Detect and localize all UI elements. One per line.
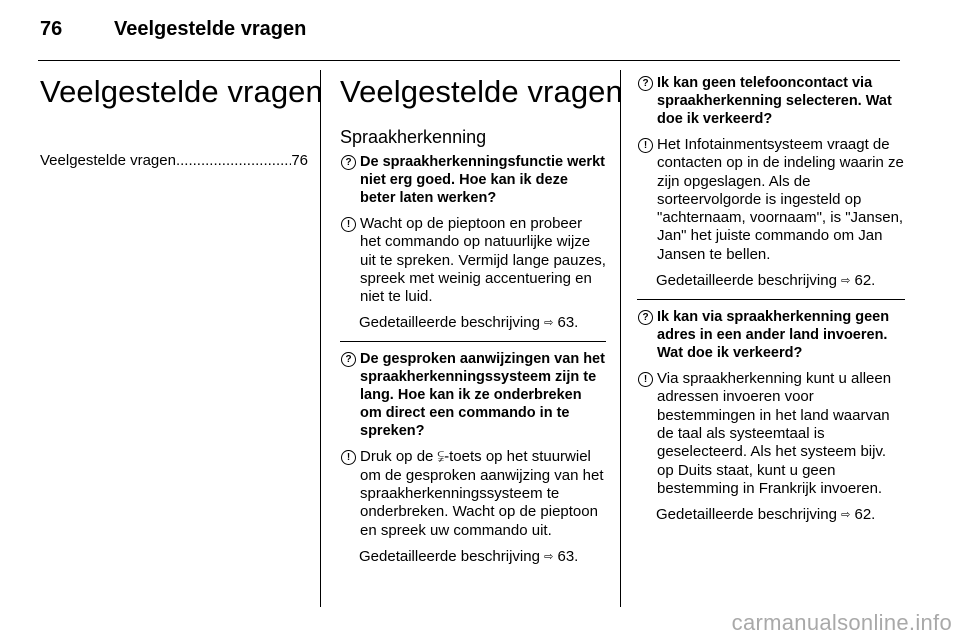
toc-leader-dots	[176, 152, 291, 170]
toc-entry-page: 76	[291, 152, 308, 169]
toc-column	[40, 74, 323, 170]
reference-page: 63.	[557, 314, 579, 332]
answer-text: Het Infotainmentsysteem vraagt de contacten op in de indeling waarin ze zijn opgeslagen. Als de sorteervolgorde is ingesteld op "achternaam, voornaam", is "Jansen, Jan" het juiste commando om Jan Jansen te bellen.	[657, 136, 904, 263]
answer-block	[340, 448, 606, 539]
reference-label: Gedetailleerde beschrijving	[359, 314, 540, 332]
question-block	[637, 308, 905, 362]
running-header: Veelgestelde vragen	[114, 18, 307, 40]
question-block	[637, 74, 905, 128]
reference-line[interactable]	[656, 272, 905, 290]
exclamation-circle-icon: !	[341, 217, 356, 232]
exclamation-circle-icon: !	[638, 138, 653, 153]
answer-text: Wacht op de pieptoon en probeer het commando op natuurlijke wijze uit te spreken. Vermijd lange pauzes, spreek met weinig accentuering en niet te luid.	[360, 215, 606, 306]
exclamation-circle-icon: !	[341, 450, 356, 465]
content-column-1	[340, 74, 623, 575]
answer-text: Via spraakherkenning kunt u alleen adressen invoeren voor bestemmingen in het land waarvan de taal als systeemtaal is geselecteerd. Als het systeem bijv. op Duits staat, kunt u geen bestemming in Frankrijk invoeren.	[657, 370, 892, 497]
header-rule	[38, 60, 900, 61]
question-block	[340, 153, 606, 207]
question-text: De spraakherkenningsfunctie werkt niet erg goed. Hoe kan ik deze beter laten werken?	[360, 154, 605, 206]
reference-page: 62.	[854, 506, 876, 524]
question-circle-icon: ?	[341, 352, 356, 367]
question-circle-icon: ?	[638, 76, 653, 91]
question-text: Ik kan via spraakherkenning geen adres in een ander land invoeren. Wat doe ik verkeerd?	[657, 309, 890, 362]
qa-separator	[340, 341, 606, 342]
reference-line[interactable]	[359, 314, 606, 332]
watermark: carmanualsonline.info	[731, 610, 952, 635]
reference-line[interactable]	[656, 506, 905, 524]
exclamation-circle-icon: !	[638, 372, 653, 387]
question-block	[340, 350, 606, 440]
answer-block	[637, 370, 905, 498]
question-text: De gesproken aanwijzingen van het spraakherkenningssysteem zijn te lang. Hoe kan ik ze onderbreken om direct een commando in te spreken?	[360, 351, 605, 440]
answer-text: Druk op de ⫋-toets op het stuurwiel om de gesproken aanwijzing van het spraakherkenningssysteem te onderbreken. Wacht op de pieptoon en spreek uw commando uit.	[360, 448, 604, 539]
toc-entry-label: Veelgestelde vragen	[40, 152, 176, 169]
reference-arrow-icon: ⇨	[841, 275, 851, 288]
answer-block	[340, 215, 606, 306]
reference-arrow-icon: ⇨	[544, 550, 554, 563]
subheading: Spraakherkenning	[340, 127, 487, 147]
reference-arrow-icon: ⇨	[841, 509, 851, 522]
answer-block	[637, 136, 905, 264]
content-column-2	[637, 74, 905, 533]
question-circle-icon: ?	[638, 310, 653, 325]
question-circle-icon: ?	[341, 155, 356, 170]
reference-line[interactable]	[359, 548, 606, 566]
question-text: Ik kan geen telefooncontact via spraakherkenning selecteren. Wat doe ik verkeerd?	[657, 75, 892, 127]
column-divider	[620, 70, 621, 607]
reference-arrow-icon: ⇨	[544, 317, 554, 330]
reference-label: Gedetailleerde beschrijving	[359, 547, 540, 565]
chapter-title: Veelgestelde vragen	[40, 74, 323, 109]
section-title: Veelgestelde vragen	[340, 74, 623, 109]
toc-entry[interactable]	[40, 152, 308, 170]
reference-page: 63.	[557, 547, 579, 565]
qa-separator	[637, 299, 905, 300]
reference-label: Gedetailleerde beschrijving	[656, 506, 837, 524]
page-number: 76	[40, 18, 63, 40]
reference-page: 62.	[854, 272, 876, 290]
column-divider	[320, 70, 321, 607]
reference-label: Gedetailleerde beschrijving	[656, 272, 837, 290]
